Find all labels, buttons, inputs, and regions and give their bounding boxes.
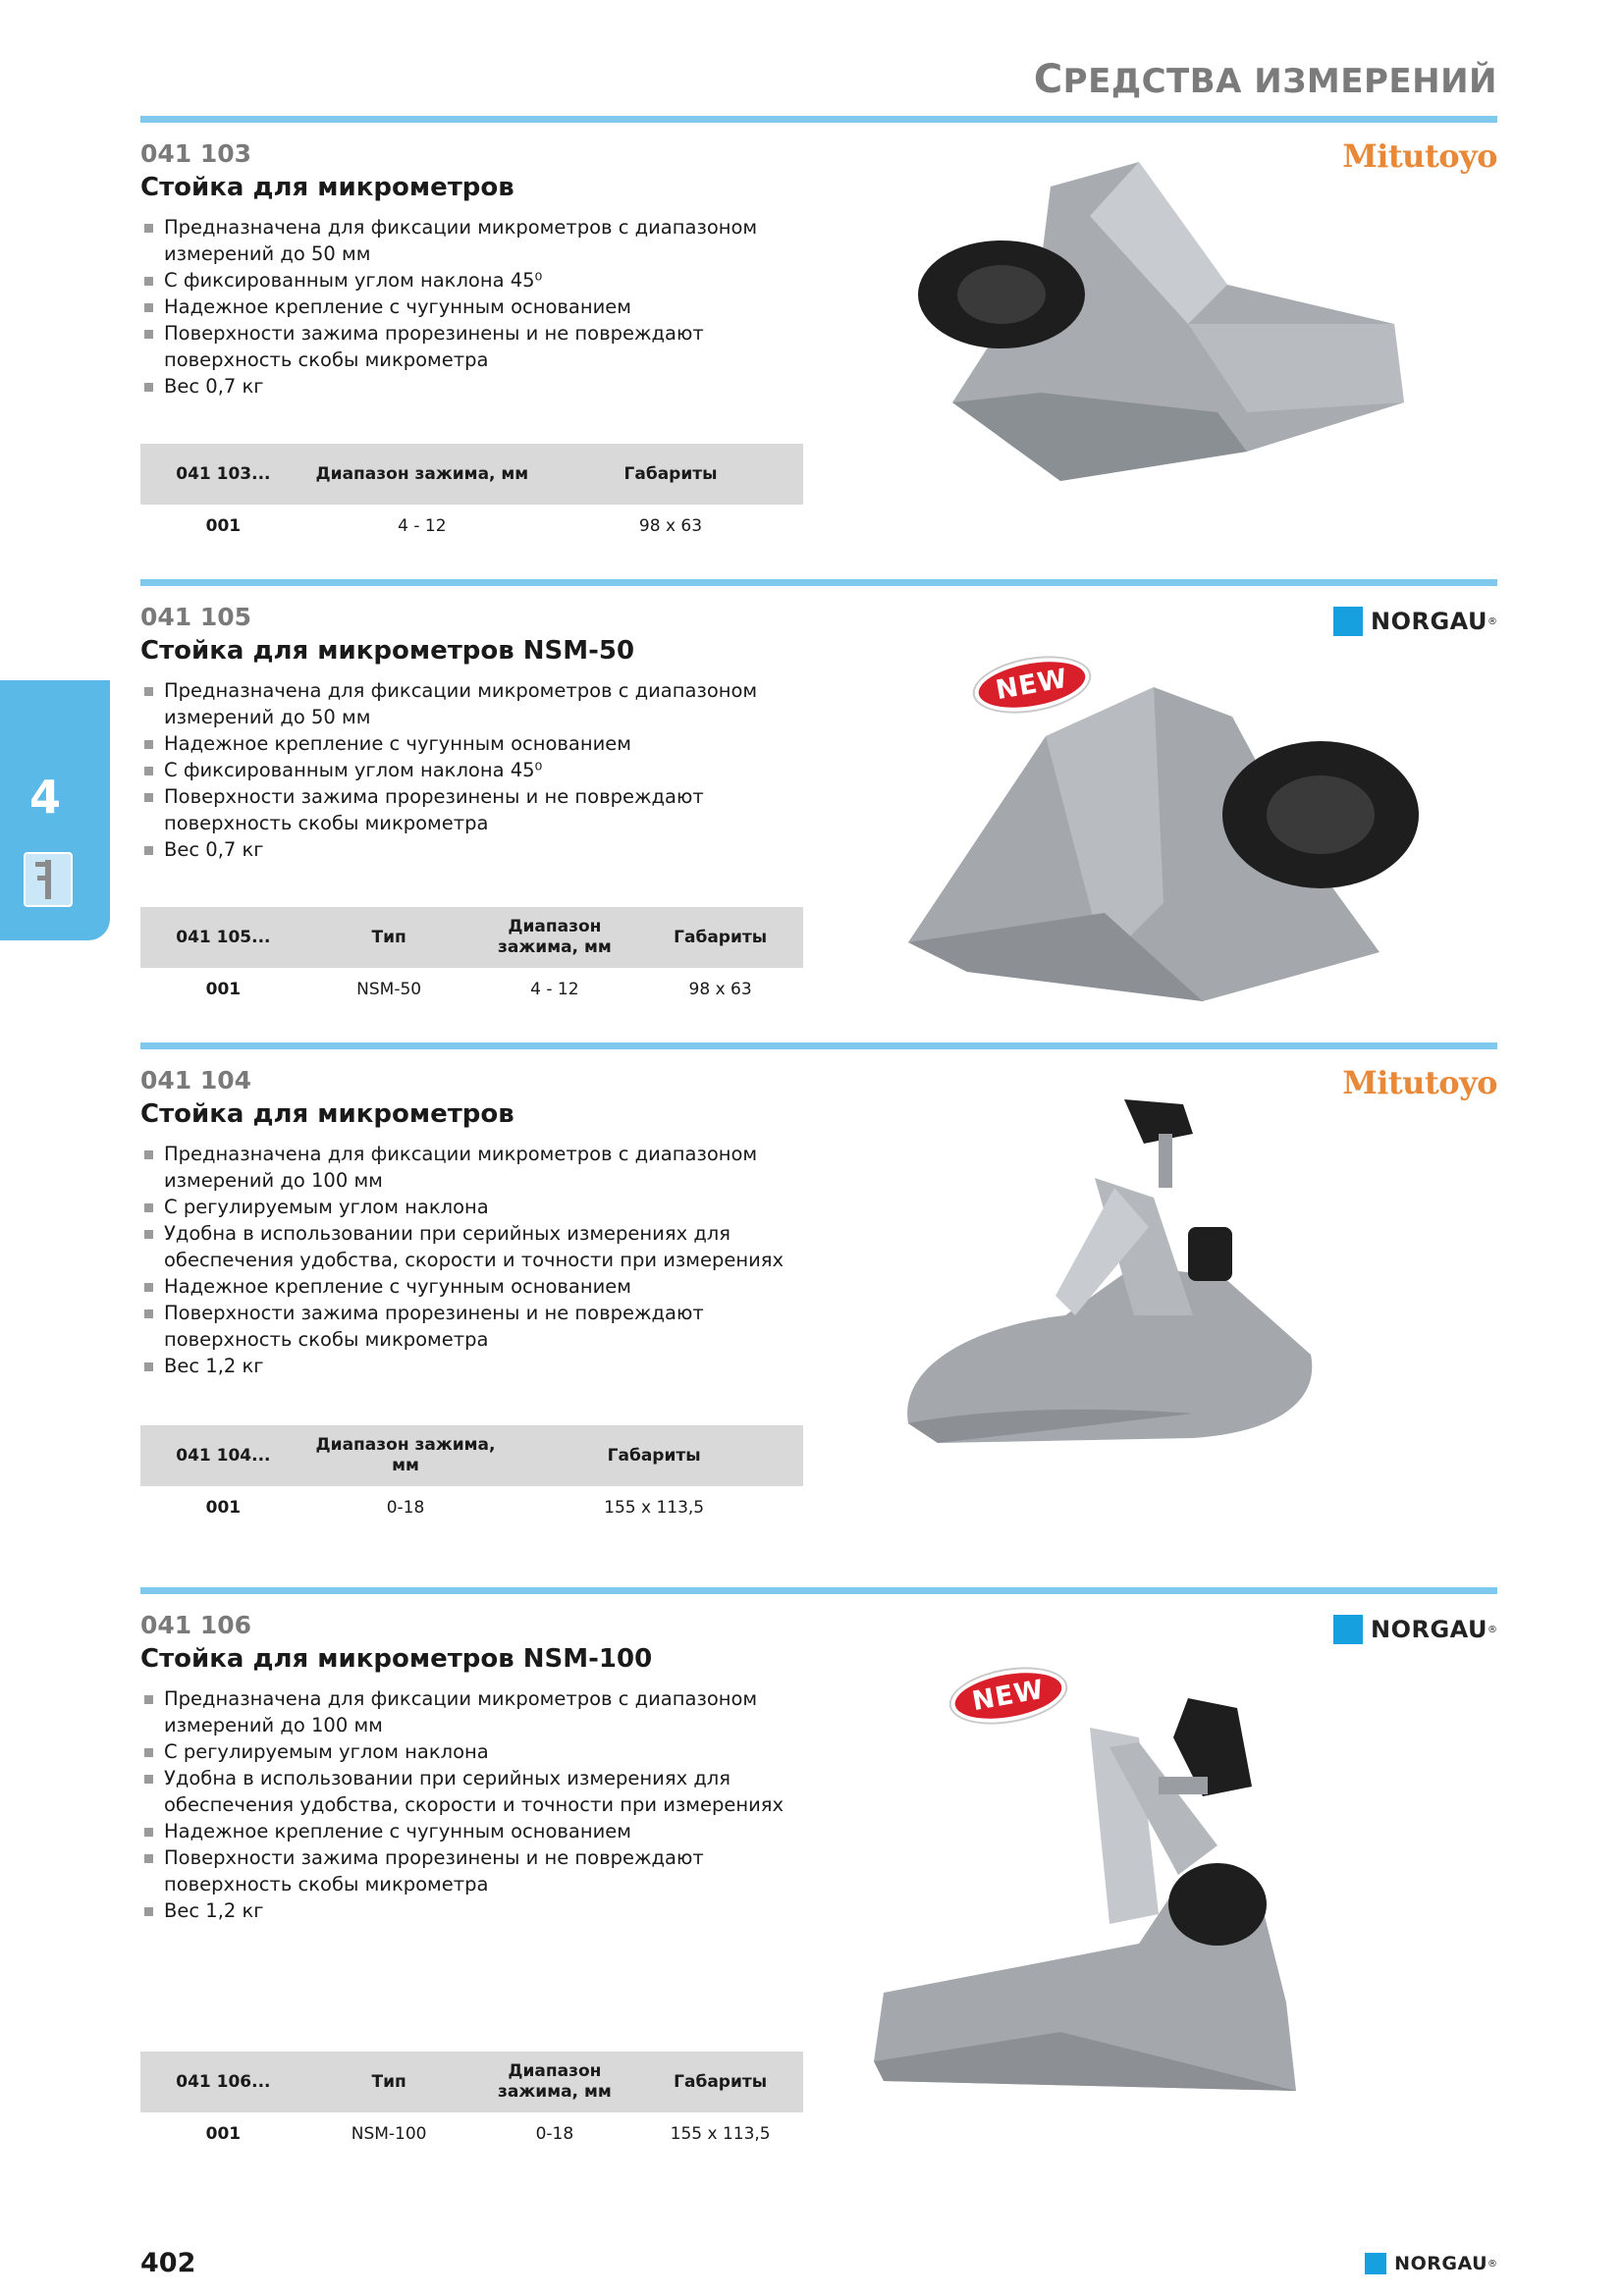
product-title: Стойка для микрометров <box>140 1099 514 1129</box>
feature-list <box>142 677 810 863</box>
norgau-logo: NORGAU ® <box>1333 1615 1497 1644</box>
column-header: Диапазон зажима, мм <box>306 444 538 505</box>
table-cell: 001 <box>205 980 242 999</box>
table-header-row <box>140 1425 803 1486</box>
column-header: 041 106... <box>140 2052 306 2112</box>
list-item: Вес 1,2 кг <box>142 1353 810 1379</box>
mitutoyo-logo: Mitutoyo <box>1342 137 1497 175</box>
list-item: Вес 1,2 кг <box>142 1897 810 1924</box>
column-header: Диапазон зажима, мм <box>472 2052 638 2112</box>
chapter-number: 4 <box>29 771 62 824</box>
table-cell: 0-18 <box>386 1498 425 1518</box>
mitutoyo-logo: Mitutoyo <box>1342 1064 1497 1101</box>
list-item: Вес 0,7 кг <box>142 373 810 400</box>
list-item: Поверхности зажима прорезинены и не повреждают поверхность скобы микрометра <box>142 1844 810 1897</box>
list-item: Поверхности зажима прорезинены и не повреждают поверхность скобы микрометра <box>142 320 810 373</box>
product-code: 041 103 <box>140 139 252 168</box>
list-item: Надежное крепление с чугунным основанием <box>142 1818 810 1844</box>
norgau-square-icon <box>1333 607 1363 636</box>
footer-norgau-logo: NORGAU ® <box>1365 2253 1497 2274</box>
list-item: Удобна в использовании при серийных измерениях для обеспечения удобства, скорости и точности при измерениях <box>142 1220 810 1273</box>
list-item: С фиксированным углом наклона 45⁰ <box>142 267 810 294</box>
list-item: Предназначена для фиксации микрометров с диапазоном измерений до 50 мм <box>142 677 810 730</box>
spec-table <box>140 444 803 548</box>
list-item: Удобна в использовании при серийных измерениях для обеспечения удобства, скорости и точности при измерениях <box>142 1765 810 1818</box>
column-header: Габариты <box>538 444 803 505</box>
column-header: Диапазон зажима, мм <box>306 1425 506 1486</box>
feature-list <box>142 214 810 400</box>
table-cell: NSM-100 <box>351 2124 427 2144</box>
list-item: С регулируемым углом наклона <box>142 1194 810 1220</box>
section-rule <box>140 1587 1497 1594</box>
new-badge: NEW <box>947 1661 1069 1731</box>
list-item: С регулируемым углом наклона <box>142 1738 810 1765</box>
list-item: Предназначена для фиксации микрометров с диапазоном измерений до 100 мм <box>142 1685 810 1738</box>
product-image <box>898 1090 1321 1453</box>
column-header: Тип <box>306 2052 472 2112</box>
page-number: 402 <box>140 2248 196 2278</box>
table-row <box>140 2112 803 2156</box>
table-cell: 4 - 12 <box>530 980 579 999</box>
table-header-row <box>140 907 803 968</box>
section-rule <box>140 579 1497 586</box>
column-header: 041 104... <box>140 1425 306 1486</box>
spec-table <box>140 907 803 1011</box>
table-cell: 155 x 113,5 <box>604 1498 705 1518</box>
feature-list <box>142 1141 810 1379</box>
spec-table <box>140 1425 803 1529</box>
table-row <box>140 968 803 1011</box>
list-item: Предназначена для фиксации микрометров с диапазоном измерений до 100 мм <box>142 1141 810 1194</box>
product-code: 041 105 <box>140 603 252 631</box>
product-image <box>908 677 1458 1011</box>
table-row <box>140 505 803 548</box>
list-item: Предназначена для фиксации микрометров с диапазоном измерений до 50 мм <box>142 214 810 267</box>
caliper-icon <box>24 852 73 907</box>
column-header: Габариты <box>637 907 803 968</box>
column-header: Диапазон зажима, мм <box>472 907 638 968</box>
section-title: СРЕДСТВА ИЗМЕРЕНИЙ <box>1033 57 1497 102</box>
column-header: Габариты <box>505 1425 803 1486</box>
product-title: Стойка для микрометров NSM-100 <box>140 1644 653 1674</box>
table-cell: 001 <box>205 516 242 536</box>
list-item: Поверхности зажима прорезинены и не повреждают поверхность скобы микрометра <box>142 783 810 836</box>
table-cell: 001 <box>205 2124 242 2144</box>
product-code: 041 106 <box>140 1611 252 1639</box>
list-item: С фиксированным углом наклона 45⁰ <box>142 757 810 783</box>
table-cell: 98 x 63 <box>688 980 752 999</box>
table-cell: 001 <box>205 1498 242 1518</box>
new-badge: NEW <box>970 650 1093 720</box>
list-item: Поверхности зажима прорезинены и не повреждают поверхность скобы микрометра <box>142 1300 810 1353</box>
list-item: Вес 0,7 кг <box>142 836 810 863</box>
section-rule <box>140 1042 1497 1049</box>
norgau-logo: NORGAU ® <box>1333 607 1497 636</box>
norgau-square-icon <box>1333 1615 1363 1644</box>
spec-table <box>140 2052 803 2156</box>
product-code: 041 104 <box>140 1066 252 1095</box>
column-header: Тип <box>306 907 472 968</box>
column-header: 041 105... <box>140 907 306 968</box>
table-cell: 4 - 12 <box>398 516 447 536</box>
feature-list <box>142 1685 810 1924</box>
section-rule <box>140 116 1497 123</box>
list-item: Надежное крепление с чугунным основанием <box>142 1273 810 1300</box>
norgau-square-icon <box>1365 2253 1386 2274</box>
table-header-row <box>140 2052 803 2112</box>
table-header-row <box>140 444 803 505</box>
product-image <box>864 1688 1355 2101</box>
product-image <box>893 157 1404 491</box>
column-header: 041 103... <box>140 444 306 505</box>
product-title: Стойка для микрометров <box>140 173 514 202</box>
list-item: Надежное крепление с чугунным основанием <box>142 294 810 320</box>
table-row <box>140 1486 803 1529</box>
column-header: Габариты <box>637 2052 803 2112</box>
list-item: Надежное крепление с чугунным основанием <box>142 730 810 757</box>
table-cell: 0-18 <box>535 2124 574 2144</box>
table-cell: 98 x 63 <box>638 516 703 536</box>
table-cell: NSM-50 <box>356 980 422 999</box>
table-cell: 155 x 113,5 <box>670 2124 771 2144</box>
product-title: Стойка для микрометров NSM-50 <box>140 636 635 666</box>
